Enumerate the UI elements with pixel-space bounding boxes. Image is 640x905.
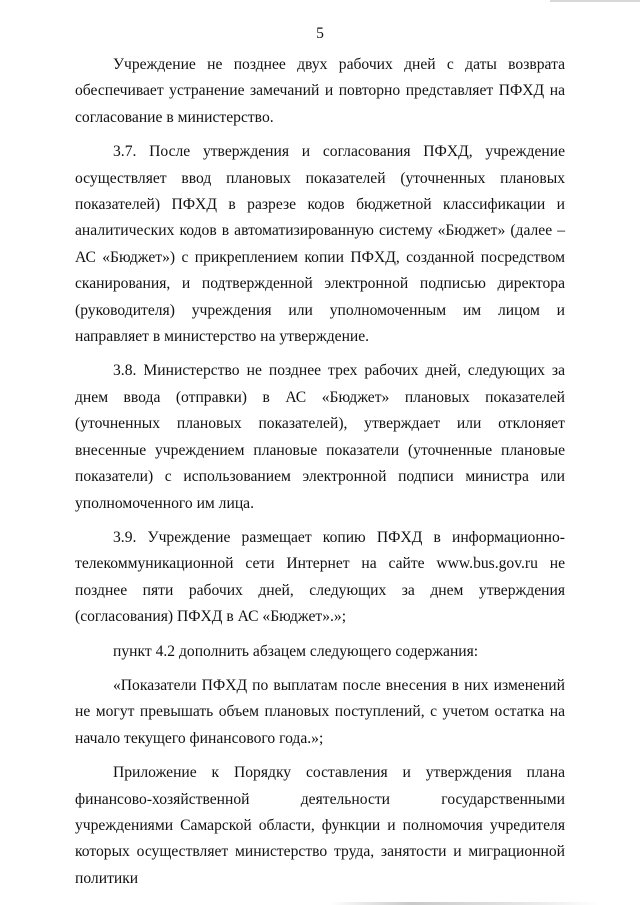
- scan-edge-top: [550, 0, 640, 2]
- document-body: [75, 52, 565, 900]
- paragraph-appendix: Приложение к Порядку составления и утверждения плана финансово-хозяйственной деятельности государственными учреждениями Самарской области, функции и полномочия учредителя которых осуществляет министерство труда, занятости и миграционной политики: [75, 764, 565, 887]
- paragraph-quote-indicators: «Показатели ПФХД по выплатам после внесения в них изменений не могут превышать объем плановых поступлений, с учетом остатка на начало текущего финансового года.»;: [75, 676, 565, 747]
- paragraph-3-7: 3.7. После утверждения и согласования ПФХД, учреждение осуществляет ввод плановых показателей (уточненных плановых показателей) ПФХД в разрезе кодов бюджетной классификации и аналитических кодов в автоматизированную систему «Бюджет» (далее – АС «Бюджет») с прикреплением копии ПФХД, созданной посредством сканирования, и подтвержденной электронной подписью директора (руководителя) учреждения или уполномоченным им лицом и направляет в министерство на утверждение.: [75, 143, 565, 346]
- paragraph-3-9: 3.9. Учреждение размещает копию ПФХД в информационно-телекоммуникационной сети Интернет на сайте www.bus.gov.ru не позднее пяти рабочих дней, следующих за днем утверждения (согласования) ПФХД в АС «Бюджет».»;: [75, 528, 565, 626]
- page-number: 5: [316, 25, 324, 42]
- paragraph-return-correction: Учреждение не позднее двух рабочих дней с даты возврата обеспечивает устранение замечаний и повторно представляет ПФХД на согласование в министерство.: [75, 56, 565, 126]
- paragraph-item-4-2: пункт 4.2 дополнить абзацем следующего содержания:: [113, 642, 479, 660]
- paragraph-3-8: 3.8. Министерство не позднее трех рабочих дней, следующих за днем ввода (отправки) в АС «Бюджет» плановых показателей (уточненных плановых показателей), утверждает или отклоняет внесенные учреждением плановые показатели (уточненные плановые показатели) с использованием электронной подписи министра или уполномоченного им лица.: [75, 362, 565, 512]
